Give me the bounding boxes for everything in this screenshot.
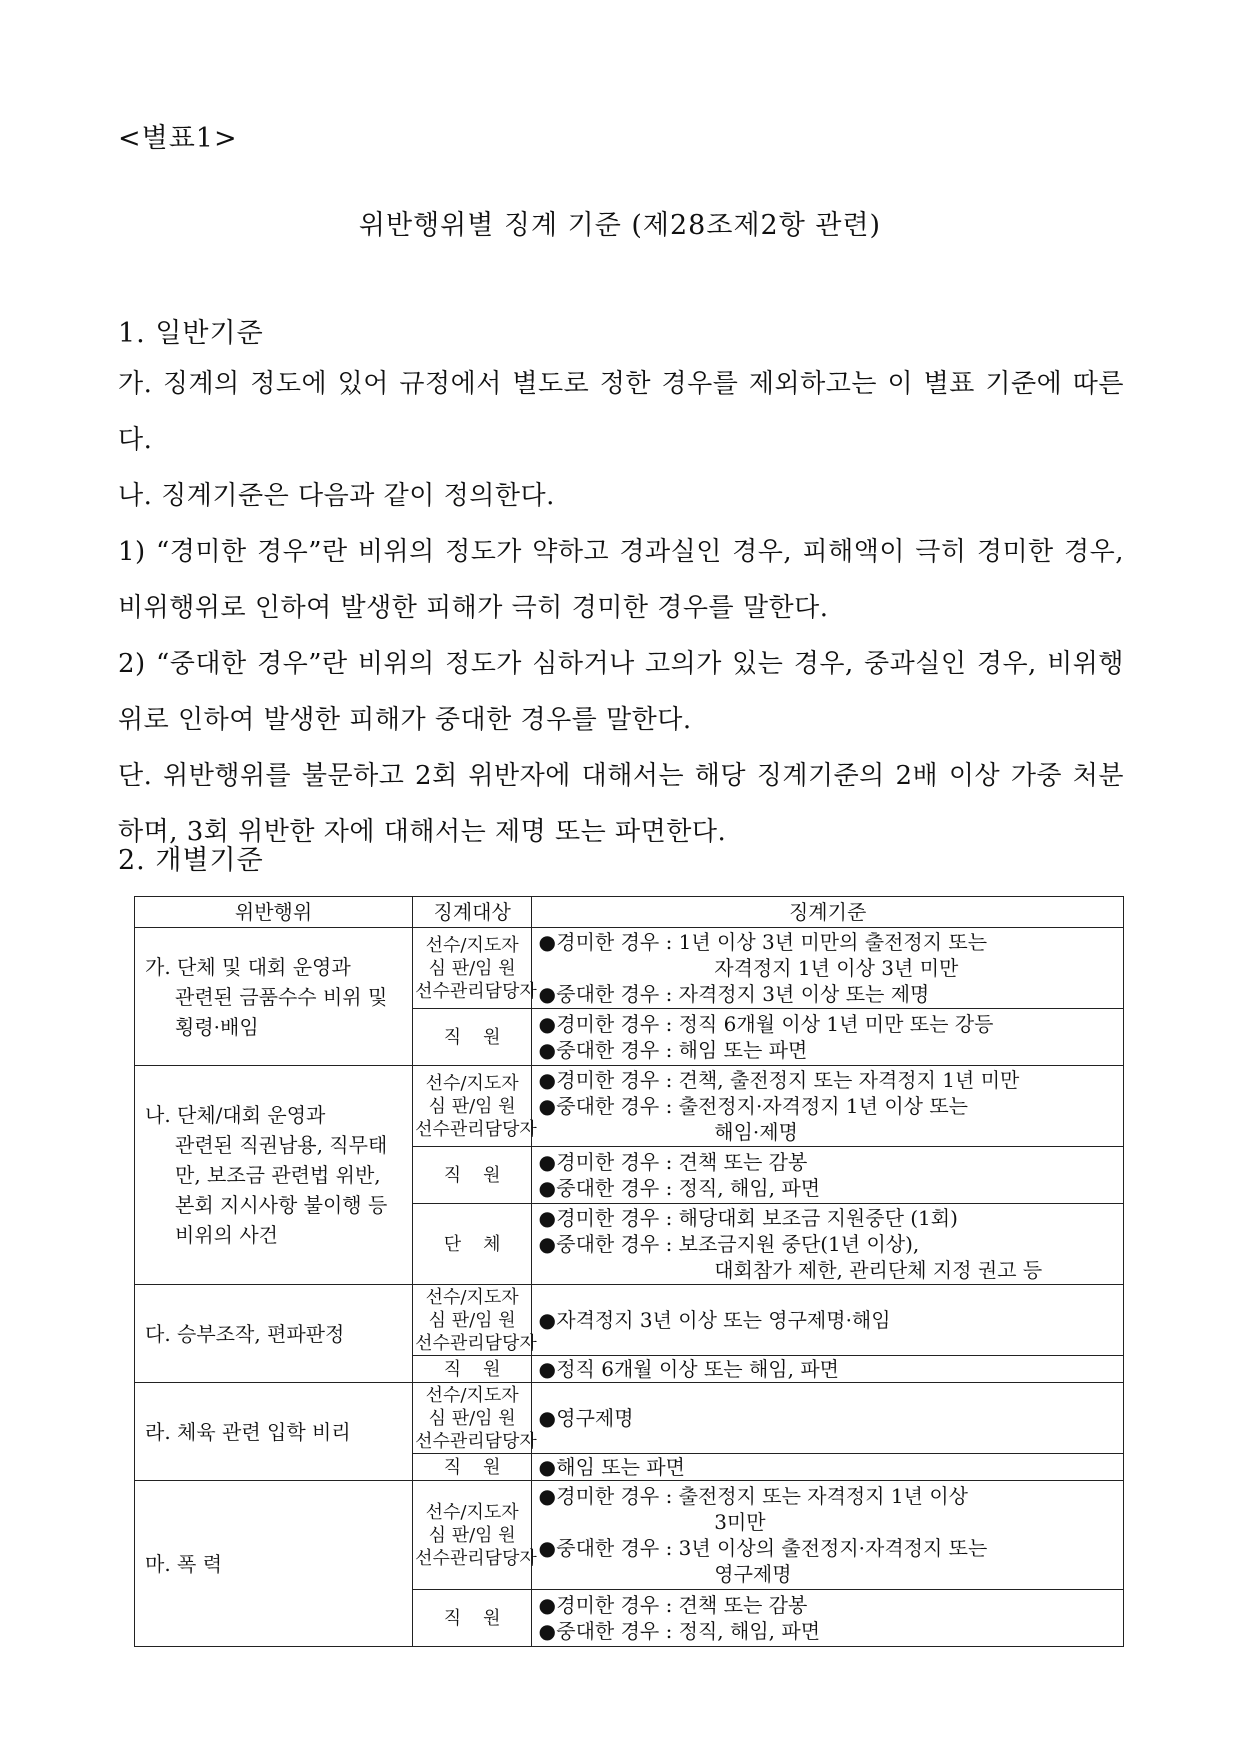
target-cell-staff: 직원	[413, 1590, 532, 1647]
criteria-cell: ●경미한 경우 : 출전정지 또는 자격정지 1년 이상 3미만 ●중대한 경우 : 3년 이상의 출전정지·자격정지 또는 영구제명	[532, 1481, 1124, 1590]
target-cell-players: 선수/지도자 심 판/임 원 선수관리담당자	[413, 1383, 532, 1454]
paragraph-repeat-offense: 단. 위반행위를 불문하고 2회 위반자에 대해서는 해당 징계기준의 2배 이상 가중 처분하며, 3회 위반한 자에 대해서는 제명 또는 파면한다.	[118, 761, 1124, 847]
criteria-cell: ●경미한 경우 : 정직 6개월 이상 1년 미만 또는 강등 ●중대한 경우 : 해임 또는 파면	[532, 1009, 1124, 1066]
target-cell-staff: 직원	[413, 1147, 532, 1204]
paragraph-minor-definition: 1) “경미한 경우”란 비위의 정도가 약하고 경과실인 경우, 피해액이 극히 경미한 경우, 비위행위로 인하여 발생한 피해가 극히 경미한 경우를 말한다.	[118, 537, 1124, 623]
table-row	[135, 1285, 1124, 1356]
table-row	[135, 1481, 1124, 1590]
header-target: 징계대상	[413, 897, 532, 928]
bullet-icon: ●	[538, 1094, 556, 1118]
violation-cell: 나. 단체/대회 운영과 관련된 직권남용, 직무태만, 보조금 관련법 위반, 본회 지시사항 불이행 등 비위의 사건	[135, 1066, 413, 1285]
section-heading-individual: 2. 개별기준	[118, 845, 264, 876]
criteria-cell: ●경미한 경우 : 견책 또는 감봉 ●중대한 경우 : 정직, 해임, 파면	[532, 1147, 1124, 1204]
criteria-cell: ●정직 6개월 이상 또는 해임, 파면	[532, 1356, 1124, 1383]
header-violation: 위반행위	[135, 897, 413, 928]
target-cell-organization: 단체	[413, 1204, 532, 1285]
document-title: 위반행위별 징계 기준 (제28조제2항 관련)	[358, 210, 882, 241]
bullet-icon: ●	[538, 1038, 556, 1062]
violation-cell: 마. 폭 력	[135, 1481, 413, 1647]
bullet-icon: ●	[538, 1308, 556, 1332]
bullet-icon: ●	[538, 1232, 556, 1256]
disciplinary-criteria-table	[134, 896, 1124, 1647]
target-cell-players: 선수/지도자 심 판/임 원 선수관리담당자	[413, 1481, 532, 1590]
bullet-icon: ●	[538, 1357, 556, 1381]
bullet-icon: ●	[538, 1455, 556, 1479]
annex-label: <별표1>	[118, 123, 238, 154]
bullet-icon: ●	[538, 1176, 556, 1200]
bullet-icon: ●	[538, 982, 556, 1006]
criteria-cell: ●경미한 경우 : 견책, 출전정지 또는 자격정지 1년 미만 ●중대한 경우 : 출전정지·자격정지 1년 이상 또는 해임·제명	[532, 1066, 1124, 1147]
criteria-cell: ●자격정지 3년 이상 또는 영구제명·해임	[532, 1285, 1124, 1356]
table-row	[135, 1066, 1124, 1147]
table-row	[135, 1383, 1124, 1454]
target-cell-staff: 직원	[413, 1356, 532, 1383]
criteria-cell: ●경미한 경우 : 해당대회 보조금 지원중단 (1회) ●중대한 경우 : 보조금지원 중단(1년 이상), 대회참가 제한, 관리단체 지정 권고 등	[532, 1204, 1124, 1285]
paragraph-ga: 가. 징계의 정도에 있어 규정에서 별도로 정한 경우를 제외하고는 이 별표 기준에 따른다.	[118, 369, 1124, 455]
criteria-cell: ●영구제명	[532, 1383, 1124, 1454]
bullet-icon: ●	[538, 1206, 556, 1230]
header-criteria: 징계기준	[532, 897, 1124, 928]
bullet-icon: ●	[538, 1593, 556, 1617]
target-cell-staff: 직원	[413, 1454, 532, 1481]
section-heading-general: 1. 일반기준	[118, 318, 264, 349]
target-cell-players: 선수/지도자 심 판/임 원 선수관리담당자	[413, 928, 532, 1009]
criteria-cell: ●경미한 경우 : 견책 또는 감봉 ●중대한 경우 : 정직, 해임, 파면	[532, 1590, 1124, 1647]
table-header-row	[135, 897, 1124, 928]
criteria-cell: ●해임 또는 파면	[532, 1454, 1124, 1481]
bullet-icon: ●	[538, 1012, 556, 1036]
bullet-icon: ●	[538, 1484, 556, 1508]
general-criteria-body	[118, 356, 1124, 860]
target-cell-players: 선수/지도자 심 판/임 원 선수관리담당자	[413, 1285, 532, 1356]
bullet-icon: ●	[538, 1150, 556, 1174]
bullet-icon: ●	[538, 1406, 556, 1430]
violation-cell: 다. 승부조작, 편파판정	[135, 1285, 413, 1383]
target-cell-players: 선수/지도자 심 판/임 원 선수관리담당자	[413, 1066, 532, 1147]
bullet-icon: ●	[538, 930, 556, 954]
paragraph-serious-definition: 2) “중대한 경우”란 비위의 정도가 심하거나 고의가 있는 경우, 중과실인 경우, 비위행위로 인하여 발생한 피해가 중대한 경우를 말한다.	[118, 649, 1124, 735]
criteria-cell: ●경미한 경우 : 1년 이상 3년 미만의 출전정지 또는 자격정지 1년 이상 3년 미만 ●중대한 경우 : 자격정지 3년 이상 또는 제명	[532, 928, 1124, 1009]
bullet-icon: ●	[538, 1619, 556, 1643]
paragraph-na: 나. 징계기준은 다음과 같이 정의한다.	[118, 481, 555, 511]
violation-cell: 가. 단체 및 대회 운영과 관련된 금품수수 비위 및 횡령·배임	[135, 928, 413, 1066]
bullet-icon: ●	[538, 1536, 556, 1560]
violation-cell: 라. 체육 관련 입학 비리	[135, 1383, 413, 1481]
table-row	[135, 928, 1124, 1009]
target-cell-staff: 직원	[413, 1009, 532, 1066]
bullet-icon: ●	[538, 1068, 556, 1092]
